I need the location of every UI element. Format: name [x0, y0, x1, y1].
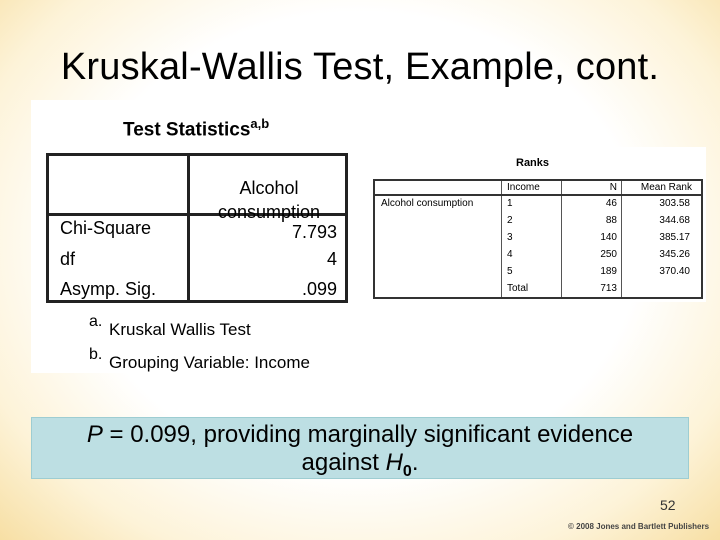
test-statistics-column-header: Alcohol consumption [217, 178, 321, 222]
ranks-n: 88 [605, 215, 617, 226]
ranks-header-income: Income [507, 182, 540, 193]
ranks-income: 1 [507, 198, 513, 209]
test-statistics-table [46, 153, 348, 303]
ranks-n: 189 [600, 266, 617, 277]
conclusion-line-2 [32, 449, 688, 486]
p-symbol: P [86, 421, 103, 448]
page-number: 52 [660, 497, 676, 513]
test-statistics-row-value: 7.793 [291, 222, 337, 242]
test-statistics-title [123, 116, 269, 141]
ranks-variable-label: Alcohol consumption [381, 198, 474, 209]
ranks-mean-rank: 370.40 [659, 266, 690, 277]
ranks-mean-rank: 303.58 [659, 198, 690, 209]
ranks-mean-rank: 344.68 [659, 215, 690, 226]
test-statistics-row-label: Asymp. Sig. [60, 279, 157, 299]
conclusion-text: = 0.099, providing marginally significant evidence [102, 421, 634, 448]
ranks-n: 46 [605, 198, 617, 209]
ranks-mean-rank: 345.26 [659, 249, 690, 260]
slide-title: Kruskal-Wallis Test, Example, cont. [60, 46, 660, 88]
footnote-text: Kruskal Wallis Test [109, 320, 251, 339]
footnote-marker: b. [89, 346, 103, 363]
test-statistics-title-text: Test Statistics [123, 119, 251, 141]
conclusion-text: against [301, 449, 386, 476]
ranks-panel [361, 147, 706, 302]
conclusion-box [31, 417, 689, 479]
ranks-header-mean-rank: Mean Rank [640, 182, 692, 193]
ranks-income: 5 [507, 266, 513, 277]
ranks-income: 4 [507, 249, 513, 260]
test-statistics-panel [31, 100, 410, 373]
ranks-n: 713 [600, 283, 617, 294]
ranks-income: 3 [507, 232, 513, 243]
header-divider [375, 194, 701, 196]
ranks-title: Ranks [516, 157, 550, 169]
test-statistics-row-value: 4 [326, 249, 337, 269]
conclusion-text: . [411, 449, 419, 476]
ranks-table [373, 179, 703, 299]
ranks-income: Total [507, 283, 529, 294]
h-subscript: 0 [402, 462, 412, 480]
test-statistics-title-superscript: a,b [250, 116, 270, 131]
ranks-n: 140 [600, 232, 617, 243]
column-divider [501, 181, 502, 297]
test-statistics-row-label: df [60, 249, 76, 269]
ranks-mean-rank: 385.17 [659, 232, 690, 243]
footnote-text: Grouping Variable: Income [109, 353, 310, 372]
ranks-header-n: N [609, 182, 617, 193]
test-statistics-row-label: Chi-Square [60, 218, 152, 238]
h-symbol: H [385, 449, 403, 476]
ranks-n: 250 [600, 249, 617, 260]
ranks-income: 2 [507, 215, 513, 226]
test-statistics-row-value: .099 [301, 279, 337, 299]
copyright-notice: © 2008 Jones and Bartlett Publishers [568, 522, 710, 531]
footnote-marker: a. [89, 313, 103, 330]
conclusion-line-1 [32, 421, 688, 449]
